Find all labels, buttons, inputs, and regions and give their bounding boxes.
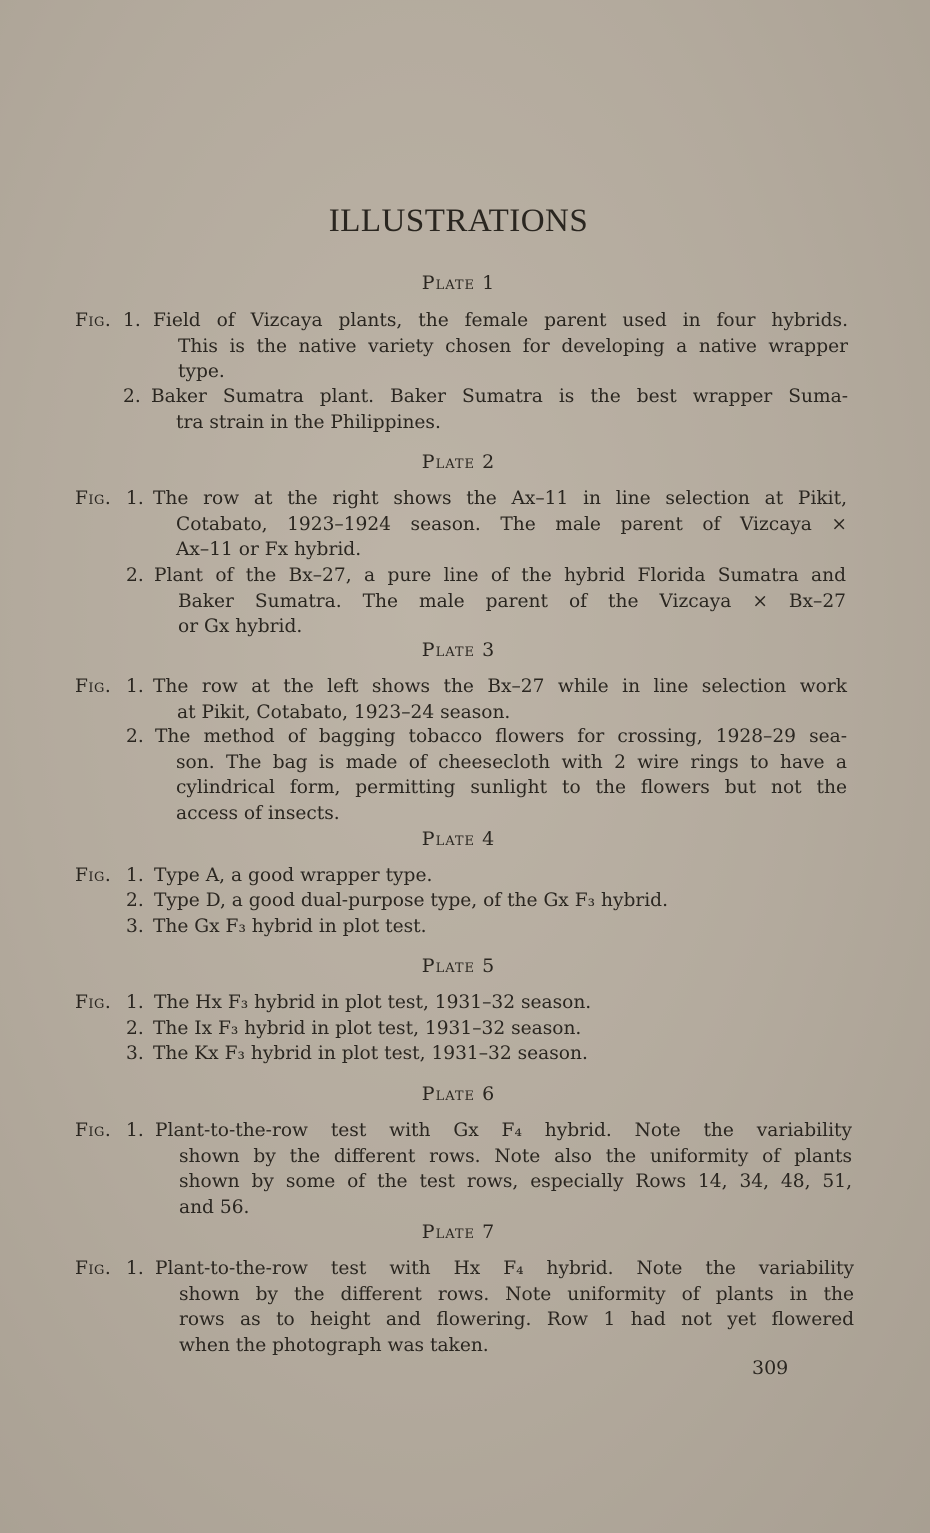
fig-number: 1.	[126, 488, 144, 509]
figure-caption	[0, 724, 930, 826]
caption-line: Baker Sumatra. The male parent of the Vizcaya × Bx–27	[178, 590, 846, 612]
caption-line: access of insects.	[176, 802, 340, 824]
fig-label: Fig.	[75, 488, 112, 509]
figure-caption	[0, 1041, 930, 1067]
caption-line: The Kx F₃ hybrid in plot test, 1931–32 season.	[153, 1043, 588, 1064]
caption-line: This is the native variety chosen for developing a native wrapper	[178, 335, 848, 357]
caption-line: and 56.	[179, 1196, 250, 1218]
fig-number: 2.	[126, 726, 144, 747]
caption-line: cylindrical form, permitting sunlight to the flowers but not the	[176, 777, 847, 799]
caption-line: Plant of the Bx–27, a pure line of the hybrid Florida Sumatra and	[154, 565, 846, 586]
caption-line: son. The bag is made of cheesecloth with 2 wire rings to have a	[176, 751, 847, 773]
fig-label: Fig.	[75, 676, 112, 697]
figure-caption	[0, 674, 930, 725]
fig-number: 2.	[126, 1018, 144, 1039]
caption-line: tra strain in the Philippines.	[176, 411, 441, 433]
caption-line: The Gx F₃ hybrid in plot test.	[153, 916, 427, 937]
fig-label: Fig.	[75, 1258, 112, 1279]
fig-number: 1.	[126, 676, 144, 697]
plate-heading: Plate 1	[421, 272, 496, 294]
caption-line: or Gx hybrid.	[178, 616, 303, 638]
figure-caption	[0, 914, 930, 940]
figure-caption	[0, 888, 930, 914]
caption-line: at Pikit, Cotabato, 1923–24 season.	[177, 701, 511, 723]
caption-line: shown by the different rows. Note uniformity of plants in the	[179, 1283, 854, 1305]
fig-label: Fig.	[75, 310, 112, 331]
caption-line: Plant-to-the-row test with Gx F₄ hybrid. Note the variability	[155, 1120, 852, 1141]
fig-number: 2.	[126, 890, 144, 911]
caption-line: Cotabato, 1923–1924 season. The male parent of Vizcaya ×	[176, 513, 847, 535]
plate-heading: Plate 3	[421, 639, 496, 661]
page-number: 309	[752, 1357, 789, 1379]
plate-heading: Plate 5	[421, 955, 496, 977]
fig-number: 1.	[126, 992, 144, 1013]
figure-caption	[0, 384, 930, 435]
fig-number: 1.	[126, 865, 144, 886]
caption-line: The row at the left shows the Bx–27 while in line selection work	[153, 676, 847, 697]
figure-caption	[0, 486, 930, 563]
caption-line: Ax–11 or Fx hybrid.	[176, 539, 362, 561]
caption-line: shown by the different rows. Note also the uniformity of plants	[179, 1145, 852, 1167]
caption-line: Baker Sumatra plant. Baker Sumatra is the best wrapper Suma-	[151, 386, 848, 407]
caption-line: Type D, a good dual-purpose type, of the Gx F₃ hybrid.	[154, 890, 668, 911]
caption-line: Field of Vizcaya plants, the female parent used in four hybrids.	[153, 310, 848, 331]
figure-caption	[0, 863, 930, 889]
caption-line: The Ix F₃ hybrid in plot test, 1931–32 season.	[153, 1018, 582, 1039]
plate-heading: Plate 6	[421, 1083, 496, 1105]
fig-label: Fig.	[75, 1120, 112, 1141]
caption-line: type.	[178, 361, 225, 383]
fig-label: Fig.	[75, 865, 112, 886]
caption-line: rows as to height and flowering. Row 1 had not yet flowered	[179, 1309, 854, 1331]
caption-line: The Hx F₃ hybrid in plot test, 1931–32 season.	[154, 992, 592, 1013]
figure-caption	[0, 1118, 930, 1220]
figure-caption	[0, 990, 930, 1016]
plate-heading: Plate 2	[421, 451, 496, 473]
fig-number: 1.	[123, 310, 141, 331]
fig-number: 1.	[126, 1120, 144, 1141]
caption-line: Plant-to-the-row test with Hx F₄ hybrid. Note the variability	[155, 1258, 854, 1279]
fig-number: 2.	[123, 386, 141, 407]
caption-line: shown by some of the test rows, especially Rows 14, 34, 48, 51,	[179, 1171, 852, 1193]
fig-number: 1.	[126, 1258, 144, 1279]
plate-heading: Plate 4	[421, 828, 496, 850]
fig-label: Fig.	[75, 992, 112, 1013]
fig-number: 3.	[126, 1043, 144, 1064]
caption-line: Type A, a good wrapper type.	[154, 865, 433, 886]
fig-number: 3.	[126, 916, 144, 937]
figure-caption	[0, 1256, 930, 1358]
figure-caption	[0, 563, 930, 640]
page-title: ILLUSTRATIONS	[328, 203, 589, 239]
caption-line: The row at the right shows the Ax–11 in line selection at Pikit,	[153, 488, 847, 509]
figure-caption	[0, 308, 930, 385]
caption-line: when the photograph was taken.	[179, 1334, 489, 1356]
fig-number: 2.	[126, 565, 144, 586]
figure-caption	[0, 1016, 930, 1042]
plate-heading: Plate 7	[421, 1221, 496, 1243]
caption-line: The method of bagging tobacco flowers for crossing, 1928–29 sea-	[155, 726, 847, 747]
